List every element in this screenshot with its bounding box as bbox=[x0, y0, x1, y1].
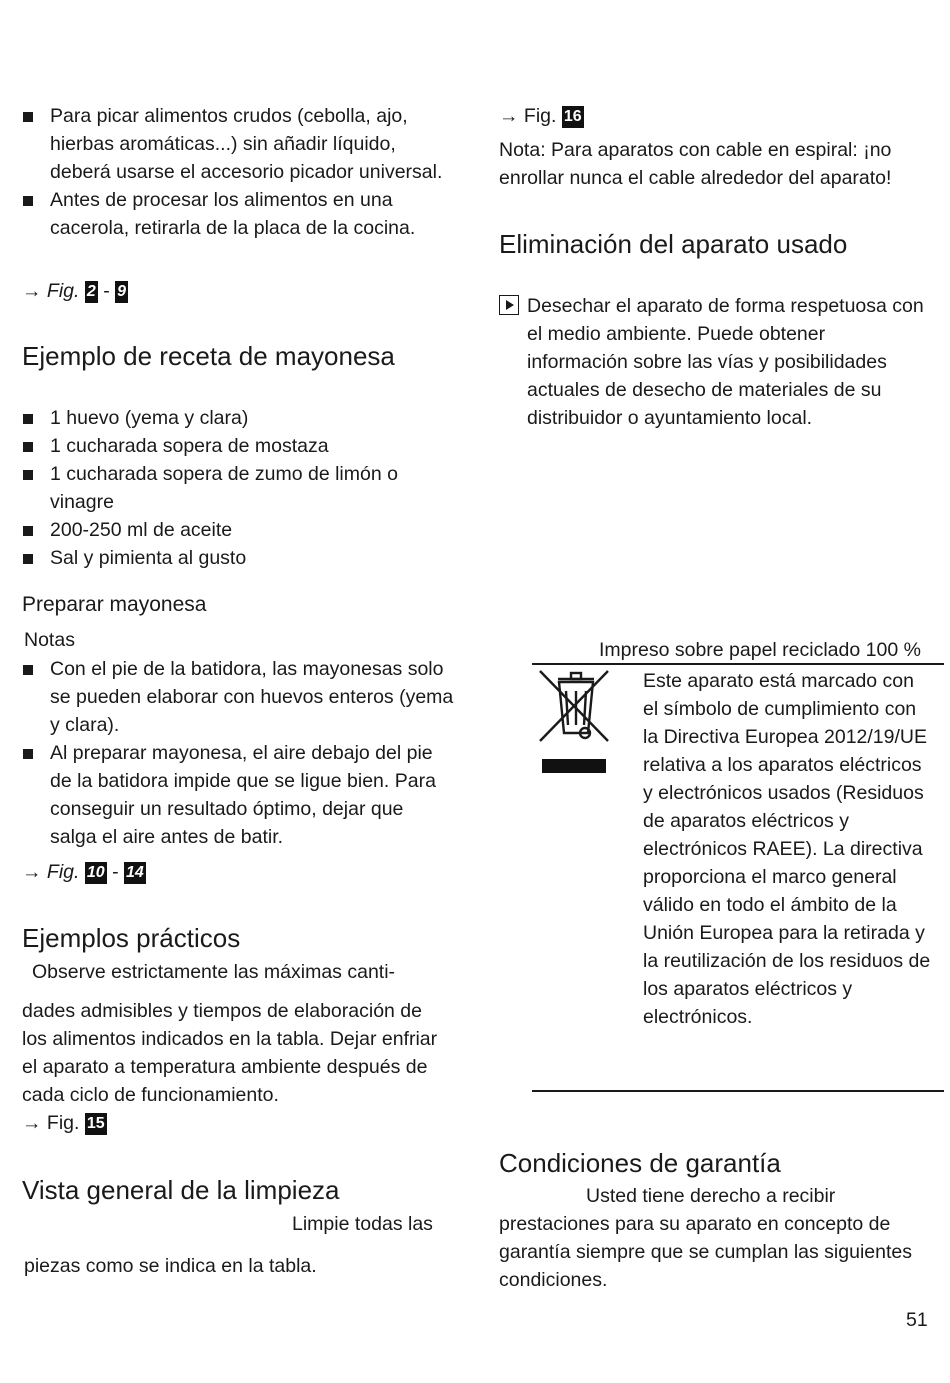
intro-bullet-list bbox=[22, 102, 452, 242]
figure-reference: → Fig. 16 bbox=[499, 105, 582, 127]
section-title-cleaning: Vista general de la limpieza bbox=[22, 1175, 340, 1205]
square-bullet bbox=[23, 749, 33, 759]
play-triangle-icon bbox=[499, 295, 519, 315]
practical-paragraph: dades admisibles y tiempos de elaboración de los alimentos indicados en la tabla. Dejar enfriar el aparato a temperatura ambiente después de cada ciclo de funcionamiento. bbox=[22, 1000, 438, 1106]
weee-paragraph: Este aparato está marcado con el símbolo de cumplimiento con la Directiva Europea 2012/19/UE relativa a los aparatos eléctricos y electrónicos usados (Residuos de aparatos eléctricos y electrónicos RAEE). La directiva proporciona el marco general válido en todo el ámbito de la Unión Europea para la retirada y la reutilización de los residuos de los aparatos eléctricos y electrónicos. bbox=[643, 670, 931, 1028]
recycled-paper-note: Impreso sobre papel reciclado 100 % bbox=[599, 639, 921, 661]
crossed-out-wheelie-bin-icon bbox=[536, 667, 612, 777]
list-item bbox=[22, 102, 452, 186]
page-number: 51 bbox=[906, 1309, 928, 1331]
section-title-recipe: Ejemplo de receta de mayonesa bbox=[22, 341, 395, 371]
figure-number-badge: 15 bbox=[85, 1113, 107, 1135]
square-bullet bbox=[23, 196, 33, 206]
figure-number-badge: 14 bbox=[124, 862, 146, 884]
list-item-text: Para picar alimentos crudos (cebolla, ajo, hierbas aromáticas...) sin añadir líquido, deberá usarse el accesorio picador universal. bbox=[50, 105, 443, 183]
disposal-instruction: Desechar el aparato de forma respetuosa con el medio ambiente. Puede obtener información sobre las vías y posibilidades actuales de desecho de materiales de su distribuidor o ayuntamiento local. bbox=[499, 292, 924, 432]
divider bbox=[532, 663, 944, 665]
list-item: 1 cucharada sopera de zumo de limón o vinagre bbox=[22, 460, 452, 516]
section-title-practical: Ejemplos prácticos bbox=[22, 923, 241, 953]
list-item: Con el pie de la batidora, las mayonesas solo se pueden elaborar con huevos enteros (yema y clara). bbox=[22, 655, 454, 739]
notes-list bbox=[22, 655, 454, 851]
subsection-title-prepare: Preparar mayonesa bbox=[22, 593, 207, 616]
square-bullet bbox=[23, 665, 33, 675]
warranty-first-line: Usted tiene derecho a recibir bbox=[586, 1185, 836, 1207]
list-item: Al preparar mayonesa, el aire debajo del pie de la batidora impide que se ligue bien. Para conseguir un resultado óptimo, dejar que salga el aire antes de batir. bbox=[22, 739, 454, 851]
divider bbox=[532, 1090, 944, 1092]
cable-note: Nota: Para aparatos con cable en espiral: ¡no enrollar nunca el cable alrededor del aparato! bbox=[499, 139, 892, 189]
square-bullet bbox=[23, 414, 33, 424]
section-title-disposal: Eliminación del aparato usado bbox=[499, 229, 848, 259]
figure-reference: → Fig. 2 - 9 bbox=[22, 280, 127, 302]
square-bullet bbox=[23, 470, 33, 480]
section-title-warranty: Condiciones de garantía bbox=[499, 1148, 781, 1178]
notes-label: Notas bbox=[24, 629, 75, 651]
list-item: 1 cucharada sopera de mostaza bbox=[22, 432, 452, 460]
cleaning-first-line: Limpie todas las bbox=[292, 1213, 433, 1235]
list-item: 1 huevo (yema y clara) bbox=[22, 404, 452, 432]
figure-reference: → Fig. 10 - 14 bbox=[22, 861, 144, 883]
figure-number-badge: 10 bbox=[85, 862, 107, 884]
figure-number-badge: 9 bbox=[115, 281, 128, 303]
figure-number-badge: 2 bbox=[85, 281, 98, 303]
figure-reference: → Fig. 15 bbox=[22, 1112, 105, 1134]
warranty-paragraph: prestaciones para su aparato en concepto de garantía siempre que se cumplan las siguientes condiciones. bbox=[499, 1213, 912, 1291]
list-item: 200-250 ml de aceite bbox=[22, 516, 452, 544]
square-bullet bbox=[23, 442, 33, 452]
figure-number-badge: 16 bbox=[562, 106, 584, 128]
square-bullet bbox=[23, 554, 33, 564]
cleaning-second-line: piezas como se indica en la tabla. bbox=[24, 1255, 317, 1277]
list-item-text: Antes de procesar los alimentos en una cacerola, retirarla de la placa de la cocina. bbox=[50, 189, 416, 239]
ingredient-list bbox=[22, 404, 452, 572]
square-bullet bbox=[23, 526, 33, 536]
list-item: Sal y pimienta al gusto bbox=[22, 544, 452, 572]
practical-first-line: Observe estrictamente las máximas canti- bbox=[32, 961, 396, 983]
square-bullet bbox=[23, 112, 33, 122]
list-item bbox=[22, 186, 452, 242]
